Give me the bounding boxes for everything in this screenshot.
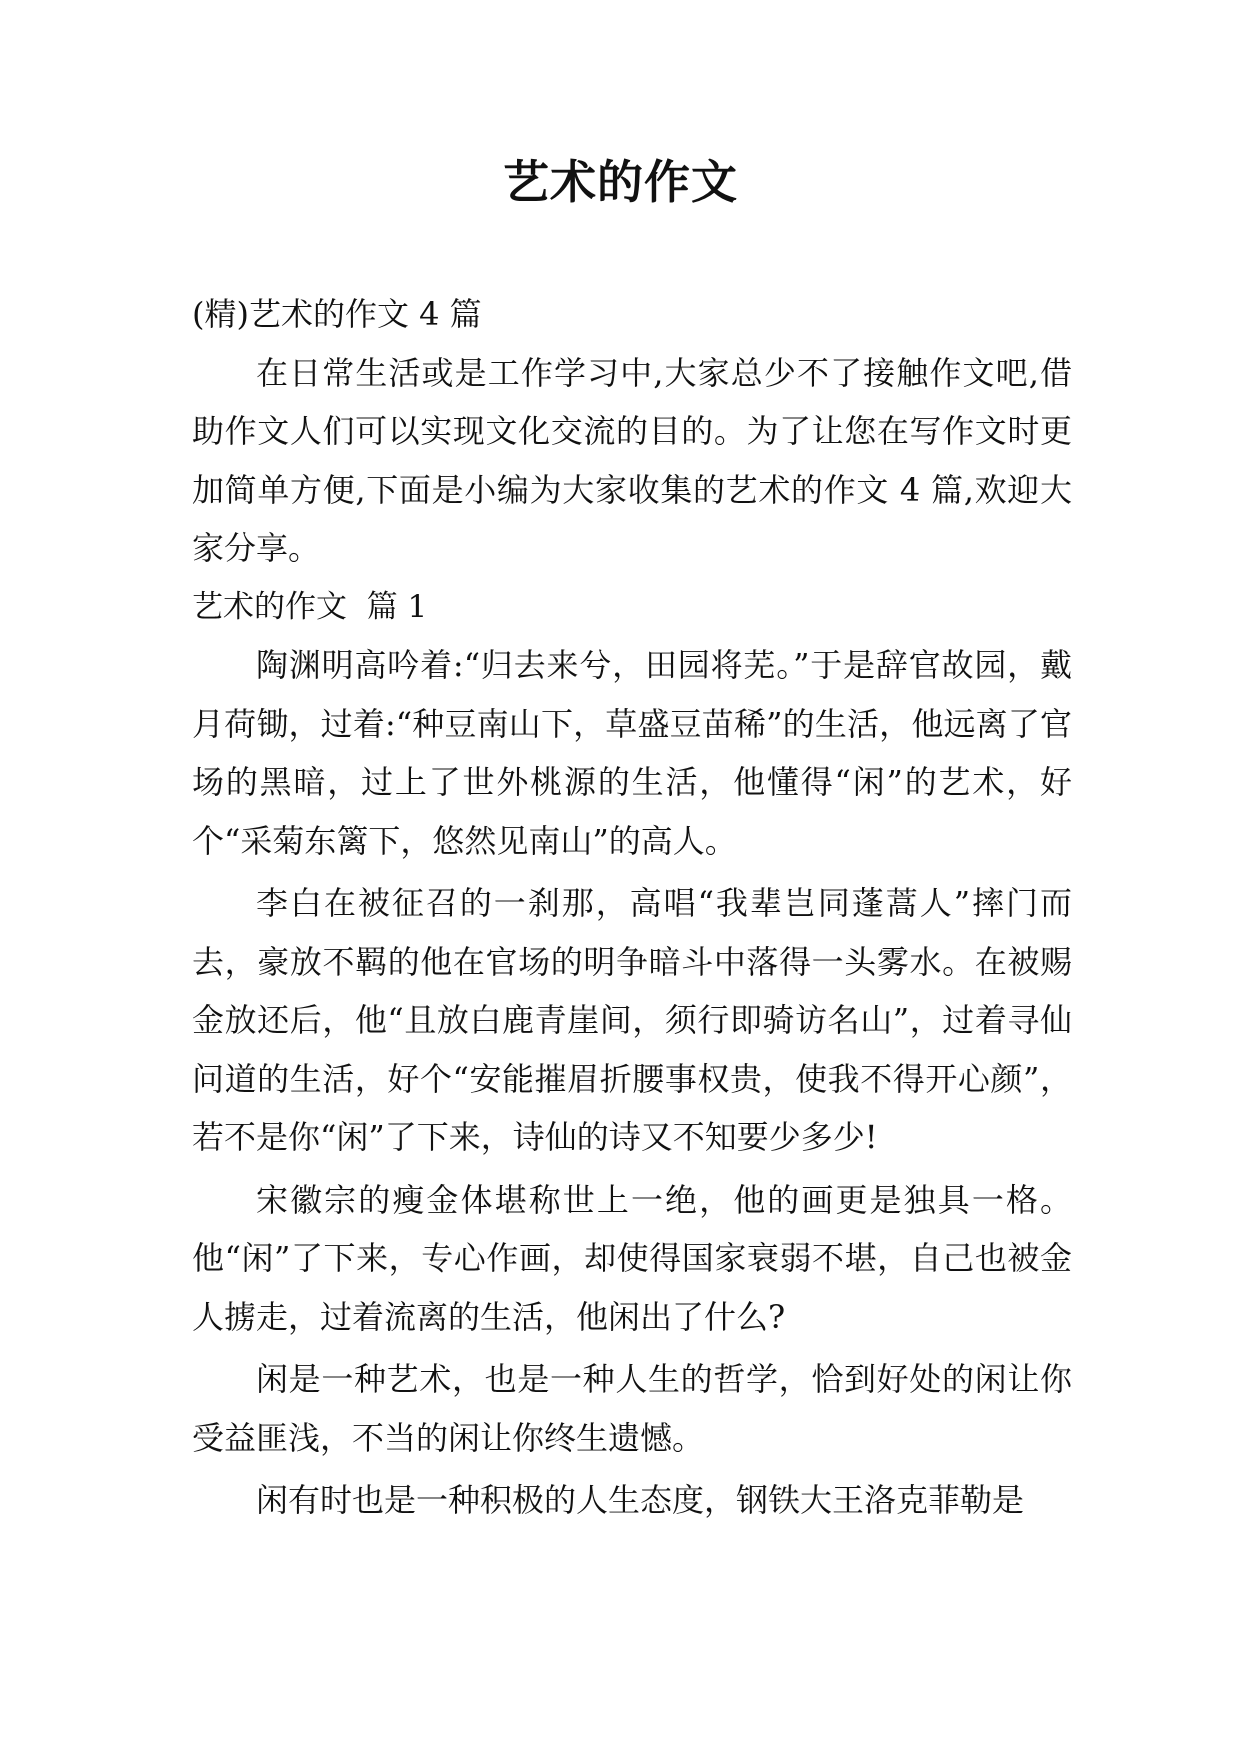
body-paragraph: 陶渊明高吟着:“归去来兮，田园将芜。”于是辞官故园，戴月荷锄，过着:“种豆南山下，草盛豆苗稀”的生活，他远离了官场的黑暗，过上了世外桃源的生活，他懂得“闲”的艺术，好个“采菊东篱下，悠然见南山”的高人。	[192, 646, 1072, 860]
body-paragraph: 闲有时也是一种积极的人生态度，钢铁大王洛克菲勒是	[256, 1481, 1025, 1519]
body-paragraph: 闲是一种艺术，也是一种人生的哲学，恰到好处的闲让你受益匪浅，不当的闲让你终生遗憾。	[192, 1360, 1072, 1457]
body-paragraph: 李白在被征召的一刹那，高唱“我辈岂同蓬蒿人”摔门而去，豪放不羁的他在官场的明争暗斗中落得一头雾水。在被赐金放还后，他“且放白鹿青崖间，须行即骑访名山”，过着寻仙问道的生活，好个“安能摧眉折腰事权贵，使我不得开心颜”，若不是你“闲”了下来，诗仙的诗又不知要少多少!	[192, 884, 1072, 1156]
document-title: 艺术的作文	[503, 155, 738, 209]
document-subtitle: (精)艺术的作文 4 篇	[192, 295, 482, 333]
body-paragraph: 宋徽宗的瘦金体堪称世上一绝，他的画更是独具一格。他“闲”了下来，专心作画，却使得国家衰弱不堪，自己也被金人掳走，过着流离的生活，他闲出了什么?	[192, 1180, 1072, 1336]
document-body	[192, 285, 1072, 1530]
section-heading: 艺术的作文 篇 1	[192, 588, 428, 625]
intro-paragraph: 在日常生活或是工作学习中,大家总少不了接触作文吧,借助作文人们可以实现文化交流的目的。为了让您在写作文时更加简单方便,下面是小编为大家收集的艺术的作文 4 篇,欢迎大家分享。	[192, 353, 1072, 567]
